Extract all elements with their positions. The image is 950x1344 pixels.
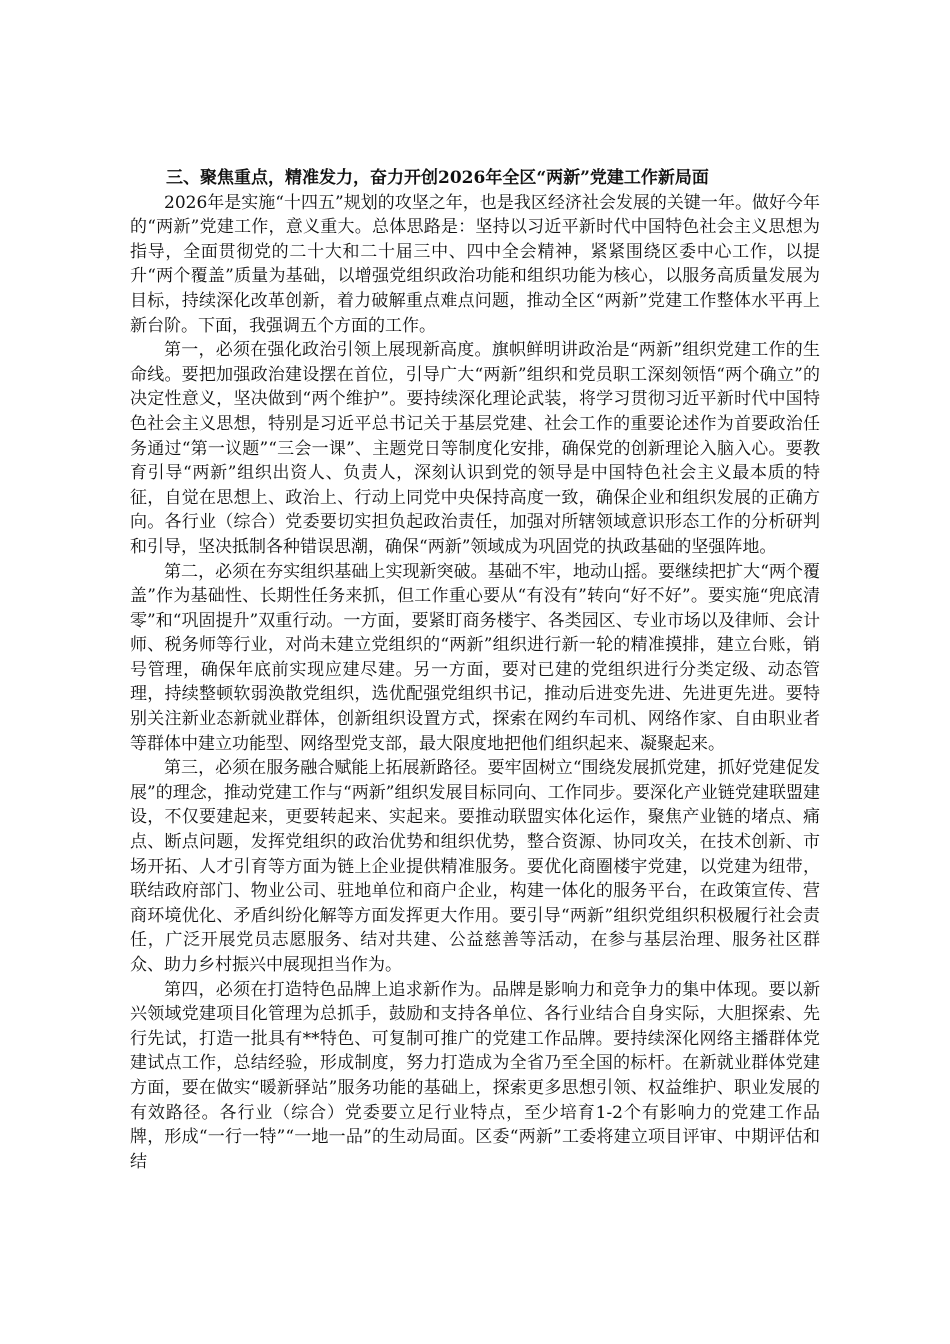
paragraph-intro: 2026年是实施“十四五”规划的攻坚之年，也是我区经济社会发展的关键一年。做好今年的“两新”党建工作，意义重大。总体思路是：坚持以习近平新时代中国特色社会主义思想为指导，全面贯彻党的二十大和二十届三中、四中全会精神，紧紧围绕区委中心工作，以提升“两个覆盖”质量为基础，以增强党组织政治功能和组织功能为核心，以服务高质量发展为目标，持续深化改革创新，着力破解重点难点问题，推动全区“两新”党建工作整体水平再上新台阶。下面，我强调五个方面的工作。 <box>130 192 820 336</box>
paragraph-fourth: 第四，必须在打造特色品牌上追求新作为。品牌是影响力和竞争力的集中体现。要以新兴领域党建项目化管理为总抓手，鼓励和支持各单位、各行业结合自身实际，大胆探索、先行先试，打造一批具有**特色、可复制可推广的党建工作品牌。要持续深化网络主播群体党建试点工作，总结经验，形成制度，努力打造成为全省乃至全国的标杆。在新就业群体党建方面，要在做实“暖新驿站”服务功能的基础上，探索更多思想引领、权益维护、职业发展的有效路径。各行业（综合）党委要立足行业特点，至少培育1-2个有影响力的党建工作品牌，形成“一行一特”“一地一品”的生动局面。区委“两新”工委将建立项目评审、中期评估和结 <box>130 979 820 1172</box>
paragraph-second: 第二，必须在夯实组织基础上实现新突破。基础不牢，地动山摇。要继续把扩大“两个覆盖”作为基础性、长期性任务来抓，但工作重心要从“有没有”转向“好不好”。要实施“兜底清零”和“巩固提升”双重行动。一方面，要紧盯商务楼宇、各类园区、专业市场以及律师、会计师、税务师等行业，对尚未建立党组织的“两新”组织进行新一轮的精准摸排，建立台账，销号管理，确保年底前实现应建尽建。另一方面，要对已建的党组织进行分类定级、动态管理，持续整顿软弱涣散党组织，选优配强党组织书记，推动后进变先进、先进更先进。要特别关注新业态新就业群体，创新组织设置方式，探索在网约车司机、网络作家、自由职业者等群体中建立功能型、网络型党支部，最大限度地把他们组织起来、凝聚起来。 <box>130 561 820 754</box>
document-body <box>130 166 820 1174</box>
paragraph-first: 第一，必须在强化政治引领上展现新高度。旗帜鲜明讲政治是“两新”组织党建工作的生命线。要把加强政治建设摆在首位，引导广大“两新”组织和党员职工深刻领悟“两个确立”的决定性意义，坚决做到“两个维护”。要持续深化理论武装，将学习贯彻习近平新时代中国特色社会主义思想，特别是习近平总书记关于基层党建、社会工作的重要论述作为首要政治任务通过“第一议题”“三会一课”、主题党日等制度化安排，确保党的创新理论入脑入心。要教育引导“两新”组织出资人、负责人，深刻认识到党的领导是中国特色社会主义最本质的特征，自觉在思想上、政治上、行动上同党中央保持高度一致，确保企业和组织发展的正确方向。各行业（综合）党委要切实担负起政治责任，加强对所辖领域意识形态工作的分析研判和引导，坚决抵制各种错误思潮，确保“两新”领域成为巩固党的执政基础的坚强阵地。 <box>130 340 820 557</box>
paragraph-third: 第三，必须在服务融合赋能上拓展新路径。要牢固树立“围绕发展抓党建，抓好党建促发展”的理念，推动党建工作与“两新”组织发展目标同向、工作同步。要深化产业链党建联盟建设，不仅要建起来，更要转起来、实起来。要推动联盟实体化运作，聚焦产业链的堵点、痛点、断点问题，发挥党组织的政治优势和组织优势，整合资源、协同攻关，在技术创新、市场开拓、人才引育等方面为链上企业提供精准服务。要优化商圈楼宇党建，以党建为纽带，联结政府部门、物业公司、驻地单位和商户企业，构建一体化的服务平台，在政策宣传、营商环境优化、矛盾纠纷化解等方面发挥更大作用。要引导“两新”组织党组织积极履行社会责任，广泛开展党员志愿服务、结对共建、公益慈善等活动，在参与基层治理、服务社区群众、助力乡村振兴中展现担当作为。 <box>130 758 820 975</box>
section-heading: 三、聚焦重点，精准发力，奋力开创2026年全区“两新”党建工作新局面 <box>166 168 709 188</box>
